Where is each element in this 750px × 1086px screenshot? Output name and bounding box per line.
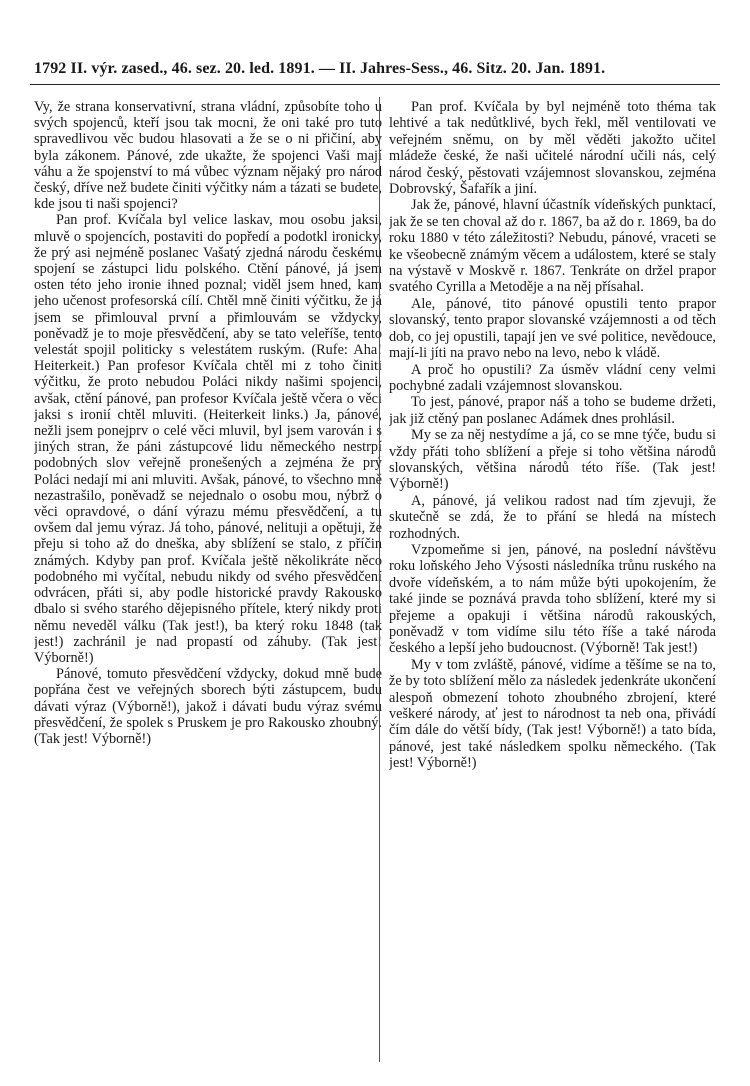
right-paragraph-5: To jest, pánové, prapor náš a toho se budeme držeti, jak již ctěný pan poslanec Adámek dnes prohlásil. [389, 394, 716, 427]
right-column [389, 99, 716, 1069]
header-rule [30, 84, 720, 85]
right-paragraph-6: My se za něj nestydíme a já, co se mne týče, budu si vždy přáti toho sblížení a přeje si toho většina národů slovanských, většina národů této říše. (Tak jest! Výborně!) [389, 427, 716, 493]
left-paragraph-1: Vy, že strana konservativní, strana vládní, způsobíte toho u svých spojenců, kteří jsou tak mocni, že oni také pro tuto spravedlivou věc budou hlasovati a že se o ni přičiní, aby byla zákonem. Pánové, zde ukažte, že spojenci Vaši mají váhu a že spojenství to má vůbec význam nějaký pro národ český, dříve než budete činiti výčitky nám a tázati se budete, kde jsou ti naši spojenci? [34, 99, 382, 213]
left-column [34, 99, 382, 1069]
right-paragraph-2: Jak že, pánové, hlavní účastník vídeňských punktací, jak že se ten choval až do r. 1867, ba až do r. 1869, ba do roku 1880 v této záležitosti? Nebudu, pánové, vraceti se ke všeobecně známým věcem a událostem, které se staly na výstavě v Moskvě r. 1867. Tenkráte on držel prapor svatého Cyrilla a Metoděje a na něj přísahal. [389, 197, 716, 296]
right-paragraph-1: Pan prof. Kvíčala by byl nejméně toto théma tak lehtivé a tak nedůtklivé, bych řekl, měl ventilovati ve veřejném sněmu, on by měl věděti jakožto učitel mládeže české, že naši učitelé národní učili nás, celý národ český, pěstovati vzájemnost slovanskou, zejména Dobrovský, Šafařík a jiní. [389, 99, 716, 198]
left-paragraph-2: Pan prof. Kvíčala byl velice laskav, mou osobu jaksi, mluvě o spojencích, postaviti do popředí a podotkl ironicky, že prý asi nejméně poslanec Vašatý zjedná národu českému spojení se zástupci lidu polského. Ctění pánové, já jsem osten této jeho ironie ihned poznal; viděl jsem hned, kam jeho učenost profesorská cílí. Chtěl mně činiti výčitku, že já jsem se přimlouval první a přimlouvám se vždycky, poněvadž je to moje přesvědčení, aby se tato veleříše, tento velestát spojil politicky s velestátem ruským. (Rufe: Aha! Heiterkeit.) Pan profesor Kvíčala chtěl mi z toho činiti výčitku, že proto nebudou Poláci nikdy našimi spojenci, avšak, ctění pánové, pan profesor Kvíčala ještě včera o věci jaksi s ironií chtěl mluviti. (Heiterkeit links.) Ja, pánové, nežli jsem ponejprv o celé věci mluvil, byl jsem varován i s jiných stran, že páni zástupcové lidu německého nestrpí podobných slov veřejně pronešených a zejména že prý Poláci nedají mi ani mluviti. Avšak, pánové, to všechno mně nezastrašilo, poněvadž se nejednalo o osobu mou, nýbrž o věci opravdové, o dání výrazu mému přesvědčení, a tu ovšem dal jemu výraz. Já toho, pánové, nelituji a opětuji, že přeju si toho až do dneška, aby sblížení se stalo, z příčin známých. Kdyby pan prof. Kvíčala ještě několikráte něco podobného mi vyčítal, nebudu nikdy od svého přesvědčení odvrácen, přáti si, aby podle historické pravdy Rakousko dbalo si svého starého dějepisného přítele, který nikdy proti němu neveděl válku (Tak jest!), ba který roku 1848 (tak jest!) zachránil je nad propastí od záhuby. (Tak jest! Výborně!) [34, 212, 382, 666]
right-paragraph-9: My v tom zvláště, pánové, vidíme a těšíme se na to, že by toto sblížení mělo za následek jedenkráte ukončení alespoň obmezení tohoto zhoubného zbrojení, které veškeré národy, ať jest to národnost ta neb ona, přivádí čím dále do větší bídy, (Tak jest! Výborně!) a tato bída, pánové, jest také následkem spolku německého. (Tak jest! Výborně!) [389, 656, 716, 772]
right-paragraph-4: A proč ho opustili? Za úsměv vládní ceny velmi pochybné zadali vzájemnost slovanskou. [389, 361, 716, 394]
right-paragraph-8: Vzpomeňme si jen, pánové, na poslední návštěvu roku loňského Jeho Výsosti následníka trůnu ruského na dvoře vídeňském, a to nám může býti upokojením, že také jinde se poznává pravda toho sblížení, které my si přejeme a opakuji i většina národů rakouských, poněvadž v tom vidíme silu této říše a také národa českého a lepší jeho budoucnost. (Výborně! Tak jest!) [389, 541, 716, 657]
right-paragraph-3: Ale, pánové, tito pánové opustili tento prapor slovanský, tento prapor slovanské vzájemnosti a od těch dob, co jej opustili, tapají jen ve své politice, nevědouce, mají-li jíti na pravo nebo na levo, nebo k vládě. [389, 295, 716, 362]
right-paragraph-7: A, pánové, já velikou radost nad tím zjevuji, že skutečně se zdá, že to přání se hledá na místech rozhodných. [389, 492, 716, 542]
left-paragraph-3: Pánové, tomuto přesvědčení vždycky, dokud mně bude popřána čest ve veřejných sborech býti zástupcem, budu dávati výraz (Výborně!), jakož i dávati budu výraz svému přesvědčení, že spolek s Pruskem je pro Rakousko zhoubný. (Tak jest! Výborně!) [34, 666, 382, 747]
page-header: 1792 II. výr. zased., 46. sez. 20. led. 1891. — II. Jahres-Sess., 46. Sitz. 20. Jan. 1891. [34, 60, 606, 77]
column-divider [379, 97, 380, 1062]
